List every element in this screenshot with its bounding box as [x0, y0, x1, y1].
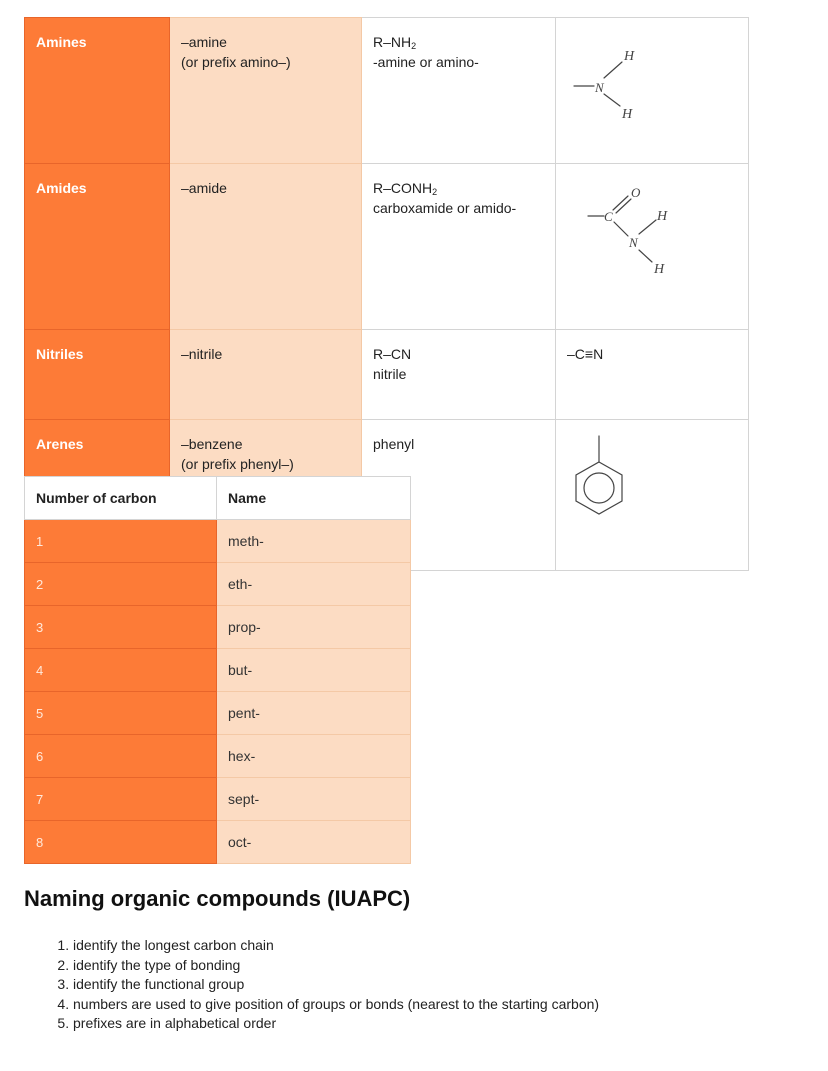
naming-steps-list [24, 936, 599, 1034]
group-suffix [170, 164, 362, 330]
carbon-prefix: hex- [217, 735, 411, 778]
formula-description: -amine or amino- [373, 54, 479, 70]
group-structure [556, 164, 749, 330]
amide-oxygen-label: O [631, 185, 641, 200]
formula-line: phenyl [373, 436, 415, 452]
suffix-line: (or prefix phenyl–) [181, 456, 294, 472]
group-name: Arenes [25, 420, 170, 571]
formula-subscript: 2 [432, 187, 438, 197]
carbon-prefix: oct- [217, 821, 411, 864]
formula-subscript: 2 [411, 41, 417, 51]
table-row [25, 520, 411, 563]
column-header-name: Name [217, 477, 411, 520]
amine-hydrogen-label: H [624, 49, 635, 64]
suffix-line: –nitrile [181, 346, 223, 362]
carbon-prefix: pent- [217, 692, 411, 735]
column-header-number-of-carbon: Number of carbon [25, 477, 217, 520]
table-row [25, 563, 411, 606]
carbon-prefix: prop- [217, 606, 411, 649]
list-item: 1. identify the longest carbon chain [73, 936, 599, 956]
suffix-line: (or prefix amino–) [181, 54, 291, 70]
list-item: 4. numbers are used to give position of groups or bonds (nearest to the starting carbon) [73, 995, 599, 1015]
formula-line [373, 178, 544, 198]
formula-description: carboxamide or amido- [373, 200, 517, 216]
group-name: Amines [25, 18, 170, 164]
group-structure [556, 330, 749, 420]
carbon-count: 7 [25, 778, 217, 821]
amine-structure-icon [566, 24, 738, 128]
formula-description: nitrile [373, 366, 407, 382]
amide-carbon-label: C [604, 209, 613, 224]
suffix-line: –amide [181, 180, 227, 196]
group-name: Amides [25, 164, 170, 330]
table-row [25, 778, 411, 821]
carbon-prefix: meth- [217, 520, 411, 563]
table-row [25, 606, 411, 649]
list-item: 2. identify the type of bonding [73, 956, 599, 976]
functional-group-row-amides [25, 164, 749, 330]
suffix-line: –amine [181, 34, 227, 50]
amide-hydrogen-label: H [654, 262, 665, 277]
group-structure [556, 18, 749, 164]
amide-hydrogen-label: H [657, 209, 668, 224]
group-formula [362, 330, 556, 420]
carbon-prefix-table [24, 476, 411, 864]
functional-group-row-nitriles [25, 330, 749, 420]
group-structure [556, 420, 749, 571]
table-row [25, 735, 411, 778]
section-heading: Naming organic compounds (IUAPC) [24, 886, 411, 911]
amide-nitrogen-label: N [629, 235, 638, 250]
carbon-count: 2 [25, 563, 217, 606]
table-row [25, 649, 411, 692]
carbon-prefix: eth- [217, 563, 411, 606]
carbon-count: 5 [25, 692, 217, 735]
carbon-count: 8 [25, 821, 217, 864]
amide-structure-icon [566, 170, 738, 294]
table-header-row [25, 477, 411, 520]
formula-main: R–CONH [373, 180, 433, 196]
amine-nitrogen-label: N [595, 80, 604, 95]
amine-hydrogen-label: H [622, 107, 633, 122]
group-formula [362, 164, 556, 330]
carbon-count: 6 [25, 735, 217, 778]
nitrile-structure-text: –C≡N [567, 346, 604, 362]
carbon-prefix: but- [217, 649, 411, 692]
formula-line [373, 32, 544, 52]
suffix-line: –benzene [181, 436, 243, 452]
carbon-count: 4 [25, 649, 217, 692]
carbon-count: 1 [25, 520, 217, 563]
carbon-prefix: sept- [217, 778, 411, 821]
benzene-ring-icon [566, 426, 738, 534]
table-row [25, 821, 411, 864]
group-suffix [170, 18, 362, 164]
formula-main: R–NH [373, 34, 412, 50]
carbon-count: 3 [25, 606, 217, 649]
group-suffix [170, 330, 362, 420]
functional-group-row-amines [25, 18, 749, 164]
formula-line: R–CN [373, 346, 412, 362]
list-item: 3. identify the functional group [73, 975, 599, 995]
group-name: Nitriles [25, 330, 170, 420]
group-formula [362, 18, 556, 164]
list-item: 5. prefixes are in alphabetical order [73, 1014, 599, 1034]
table-row [25, 692, 411, 735]
